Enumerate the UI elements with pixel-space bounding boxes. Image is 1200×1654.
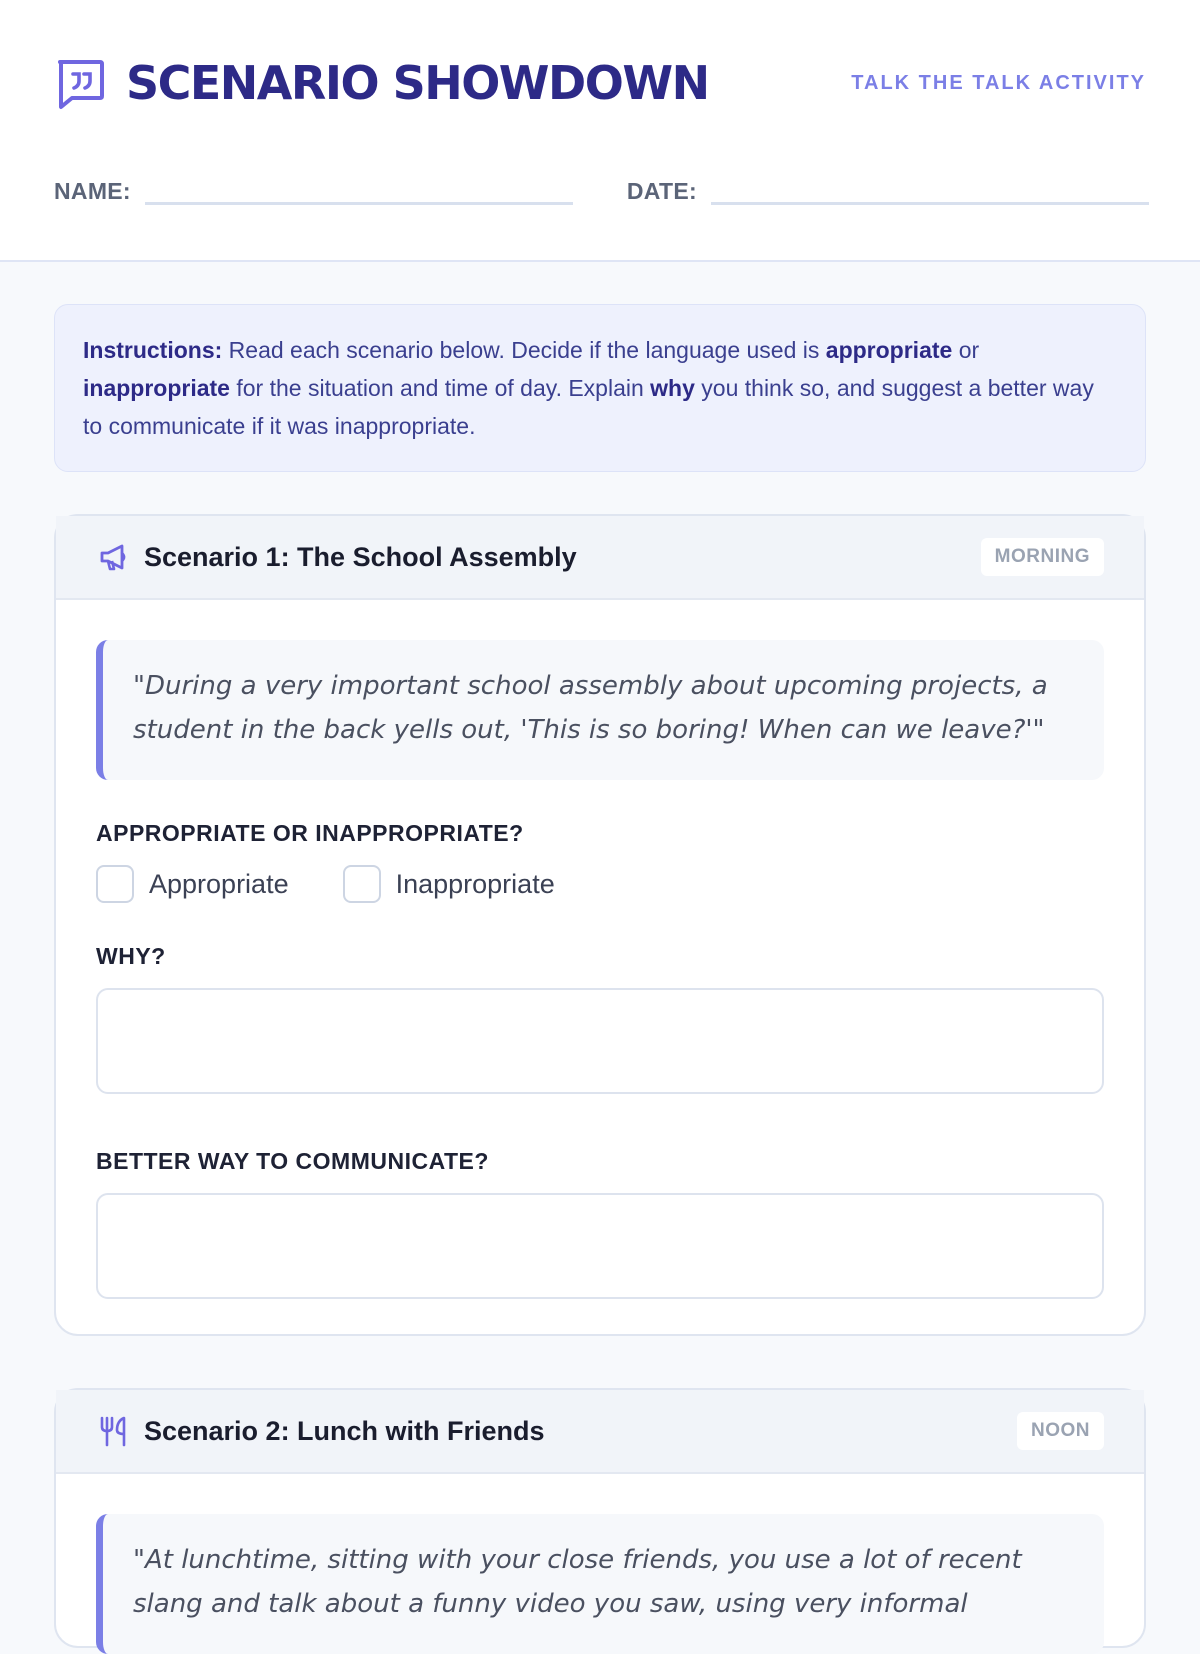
scenario-title: Scenario 2: Lunch with Friends	[144, 1415, 545, 1446]
inappropriate-option[interactable]	[343, 865, 555, 903]
inappropriate-label: Inappropriate	[395, 868, 555, 899]
time-badge: MORNING	[981, 538, 1104, 576]
instructions-text: for the situation and time of day. Explain	[229, 375, 651, 401]
inappropriate-checkbox[interactable]	[343, 865, 381, 903]
instructions-appropriate: appropriate	[825, 337, 953, 363]
scenario-card-2	[54, 1388, 1146, 1648]
scenario-header	[56, 516, 1144, 600]
date-field	[627, 175, 1149, 205]
worksheet-header	[0, 0, 1200, 262]
scenario-quote: "At lunchtime, sitting with your close friends, you use a lot of recent slang and talk about a funny video you saw, using very informal	[96, 1514, 1104, 1654]
instructions-inappropriate: inappropriate	[83, 375, 230, 401]
date-label: DATE:	[626, 178, 697, 204]
better-way-answer-box[interactable]	[96, 1193, 1104, 1299]
scenario-title: Scenario 1: The School Assembly	[144, 541, 577, 572]
megaphone-icon	[98, 541, 130, 573]
quote-bubble-icon	[54, 57, 106, 109]
choice-group	[96, 865, 1104, 903]
brand	[54, 56, 709, 110]
time-badge: NOON	[1017, 1412, 1104, 1450]
instructions-text: you think so, and suggest a better way to communicate if it was inappropriate.	[83, 375, 1094, 439]
appropriate-checkbox[interactable]	[96, 865, 134, 903]
utensils-icon	[98, 1415, 130, 1447]
better-way-label: BETTER WAY TO COMMUNICATE?	[96, 1148, 489, 1174]
scenario-header	[56, 1390, 1144, 1474]
scenario-body	[56, 1474, 1144, 1654]
instructions-text: Read each scenario below. Decide if the language used is	[222, 337, 826, 363]
scenario-card-1	[54, 514, 1146, 1336]
instructions-why: why	[650, 375, 695, 401]
page-title: SCENARIO SHOWDOWN	[126, 56, 709, 110]
why-answer-box[interactable]	[96, 988, 1104, 1094]
scenario-body	[56, 600, 1144, 1299]
why-label: WHY?	[96, 943, 166, 969]
date-line[interactable]	[711, 175, 1149, 205]
instructions-box	[54, 304, 1146, 472]
name-label: NAME:	[54, 178, 131, 204]
instructions-text: or	[952, 337, 980, 363]
name-field	[54, 175, 573, 205]
scenario-quote: "During a very important school assembly about upcoming projects, a student in the back yells out, 'This is so boring! When can we leave?'"	[96, 640, 1104, 780]
appropriate-option[interactable]	[96, 865, 289, 903]
question-label: APPROPRIATE OR INAPPROPRIATE?	[96, 820, 524, 846]
name-line[interactable]	[145, 175, 573, 205]
appropriate-label: Appropriate	[149, 868, 289, 899]
activity-subtitle: TALK THE TALK ACTIVITY	[851, 72, 1146, 94]
name-date-row	[54, 175, 1146, 205]
instructions-lead: Instructions:	[83, 337, 223, 363]
